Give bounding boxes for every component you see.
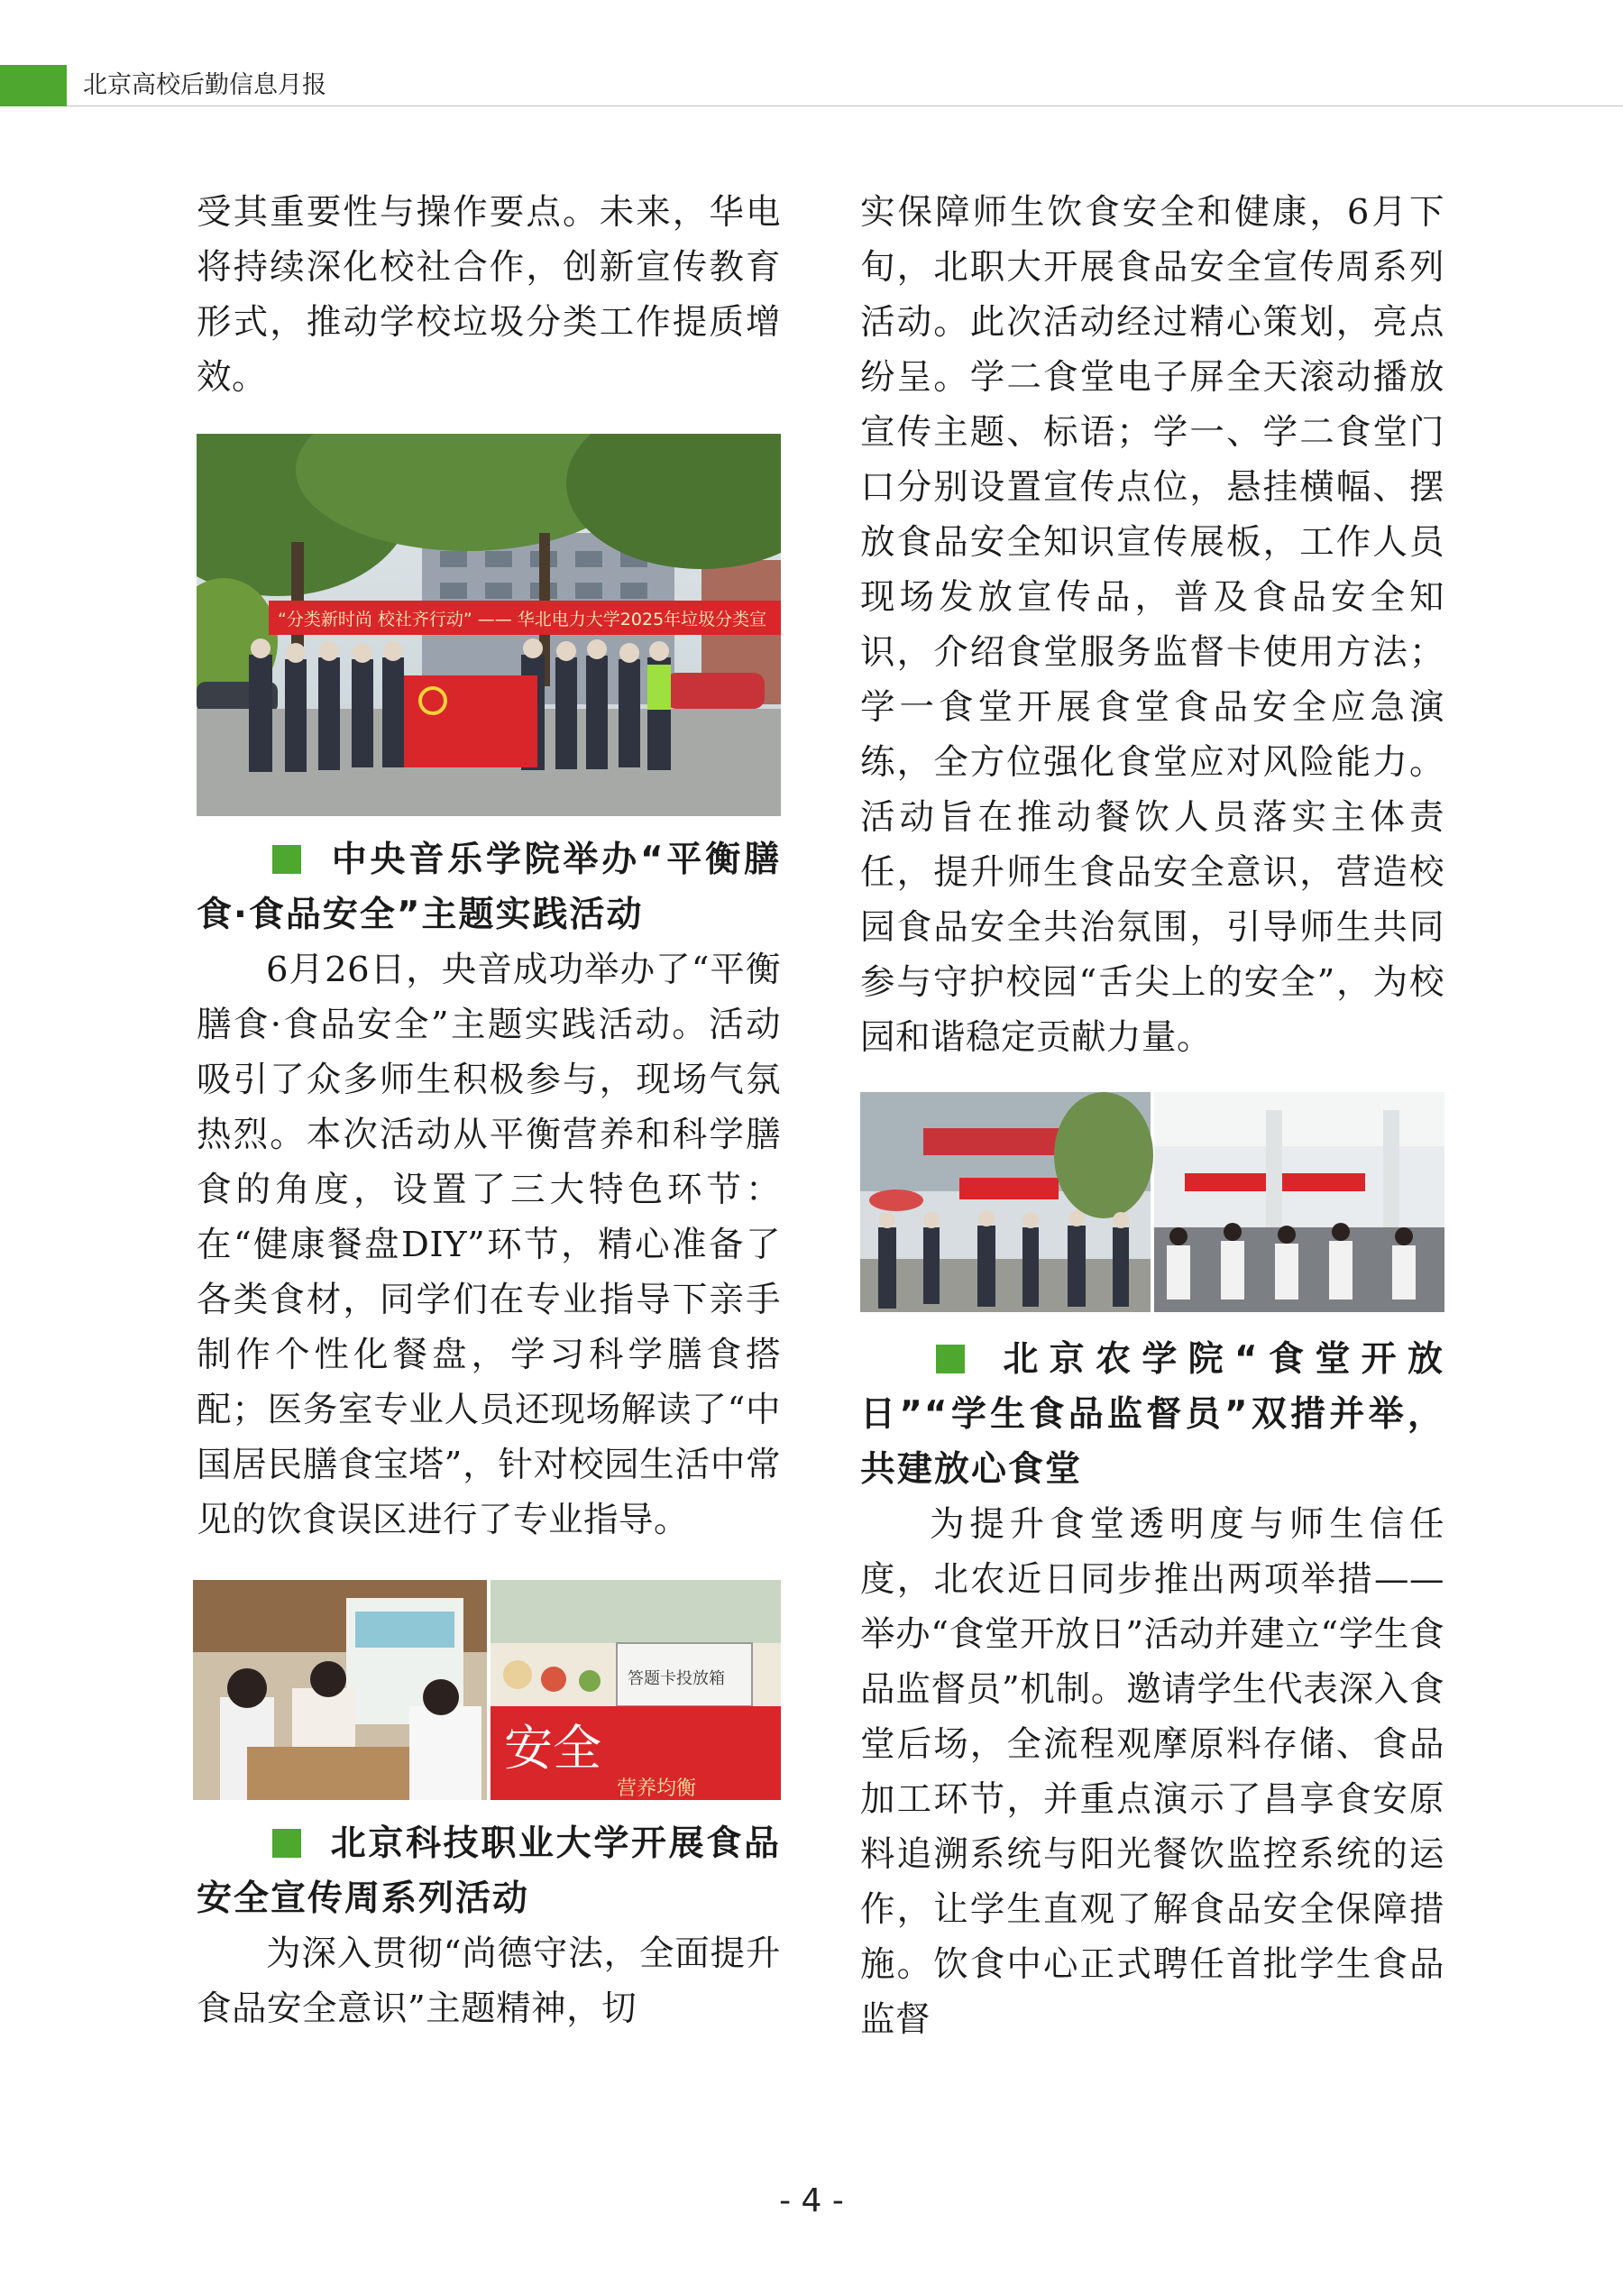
photo2-sign-text: 答题卡投放箱: [628, 1669, 725, 1688]
tech-vocational-body-start: 为深入贯彻“尚德守法，全面提升食品安全意识”主题精神，切: [197, 1933, 781, 2029]
photo-healthy-diet-event: [193, 1580, 781, 1800]
right-column: [860, 185, 1444, 2047]
heading-music-conservatory: 中央音乐学院举办“平衡膳食·食品安全”主题实践活动: [197, 840, 781, 935]
photo-garbage-sorting-group: [197, 434, 781, 816]
photo2-banner-sub: 营养均衡: [617, 1777, 697, 1800]
music-conservatory-body: 6月26日，央音成功举办了“平衡膳食·食品安全”主题实践活动。活动吸引了众多师生积极参与，现场气氛热烈。本次活动从平衡营养和科学膳食的角度，设置了三大特色环节：在“健康餐盘DIY”环节，精心准备了各类食材，同学们在专业指导下亲手制作个性化餐盘，学习科学膳食搭配；医务室专业人员还现场解读了“中国居民膳食宝塔”，针对校园生活中常见的饮食误区进行了专业指导。: [197, 950, 781, 1540]
publication-title: 北京高校后勤信息月报: [83, 71, 326, 99]
green-square-bullet: [272, 845, 301, 874]
photo-food-safety-week: [860, 1092, 1444, 1312]
photo2-banner-text: 安全: [504, 1720, 601, 1777]
heading-tech-vocational-univ: 北京科技职业大学开展食品安全宣传周系列活动: [197, 1823, 781, 1919]
left-column: [197, 185, 781, 2036]
photo1-banner-text: “分类新时尚 校社齐行动” —— 华北电力大学2025年垃圾分类宣: [278, 610, 767, 629]
heading-agricultural-college: 北京农学院“食堂开放日”“学生食品监督员”双措并举，共建放心食堂: [860, 1339, 1444, 1490]
green-square-bullet: [272, 1829, 301, 1858]
tech-vocational-body-continued: 实保障师生饮食安全和健康，6月下旬，北职大开展食品安全宣传周系列活动。此次活动经过精心策划，亮点纷呈。学二食堂电子屏全天滚动播放宣传主题、标语；学一、学二食堂门口分别设置宣传点位，悬挂横幅、摆放食品安全知识宣传展板，工作人员现场发放宣传品，普及食品安全知识，介绍食堂服务监督卡使用方法；学一食堂开展食堂食品安全应急演练，全方位强化食堂应对风险能力。活动旨在推动餐饮人员落实主体责任，提升师生食品安全意识，营造校园食品安全共治氛围，引导师生共同参与守护校园“舌尖上的安全”，为校园和谐稳定贡献力量。: [860, 192, 1444, 1058]
green-square-bullet: [936, 1345, 965, 1373]
agricultural-college-body: 为提升食堂透明度与师生信任度，北农近日同步推出两项举措——举办“食堂开放日”活动并建立“学生食品监督员”机制。邀请学生代表深入食堂后场，全流程观摩原料存储、食品加工环节，并重点演示了昌享食安原料追溯系统与阳光餐饮监控系统的运作，让学生直观了解食品安全保障措施。饮食中心正式聘任首批学生食品监督: [860, 1504, 1444, 2040]
page-number: - 4 -: [779, 2182, 844, 2219]
intro-paragraph: 受其重要性与操作要点。未来，华电将持续深化校社合作，创新宣传教育形式，推动学校垃圾分类工作提质增效。: [197, 192, 781, 398]
header-accent-bar: [0, 65, 67, 106]
